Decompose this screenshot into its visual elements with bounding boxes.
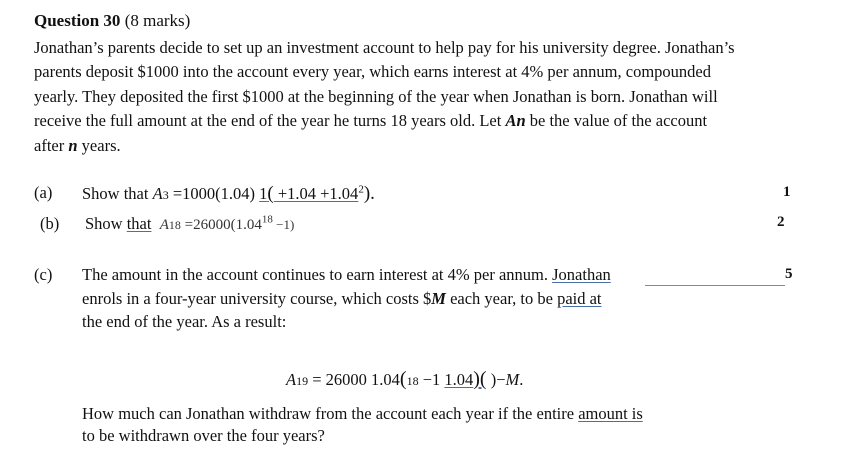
part-a-label: (a) <box>34 183 53 202</box>
question-title <box>34 11 190 31</box>
intro-line-1: Jonathan’s parents decide to set up an investment account to help pay for his university degree. Jonathan’s <box>34 38 735 57</box>
intro-line-2: parents deposit $1000 into the account every year, which earns interest at 4% per annum, compounded <box>34 62 711 82</box>
variable-n: n <box>68 135 78 155</box>
part-c-label: (c) <box>34 265 53 284</box>
part-c-line-2: enrols in a four-year university course, which costs $M each year, to be paid at <box>82 289 602 308</box>
part-b-label: (b) <box>40 214 60 233</box>
part-a-marks: 1 <box>783 184 791 200</box>
part-c-question-line-2: to be withdrawn over the four years? <box>82 426 325 445</box>
intro-line-4: receive the full amount at the end of the year he turns 18 years old. Let An be the value of the account <box>34 111 708 131</box>
part-c-marks: 5 <box>785 266 793 282</box>
blue-underline-rule <box>645 285 785 286</box>
part-b-marks: 2 <box>777 214 785 230</box>
variable-An: An <box>505 111 526 131</box>
question-marks: (8 marks) <box>124 11 191 30</box>
intro-line-3: yearly. They deposited the first $1000 at the beginning of the year when Jonathan is born. Jonathan will <box>34 86 718 106</box>
part-c-question-line-1: How much can Jonathan withdraw from the account each year if the entire amount is <box>82 404 643 423</box>
question-intro <box>34 36 794 158</box>
question-number: Question 30 <box>34 11 121 30</box>
part-c-line-1: The amount in the account continues to earn interest at 4% per annum. Jonathan <box>82 265 611 284</box>
intro-line-5: after n years. <box>34 135 121 155</box>
part-b-text: Show that $A18 =26000(1.04^{18} -1)$ <box>85 213 295 233</box>
part-c-line-3: the end of the year. As a result: <box>82 312 287 331</box>
part-c-equation: A19 = 26000 1.04(18 −1 1.04)( )−M. <box>286 368 524 390</box>
part-a-text: Show that A3 =1000(1.04) $1( +1.04 +1.04^2)$. <box>82 183 375 204</box>
